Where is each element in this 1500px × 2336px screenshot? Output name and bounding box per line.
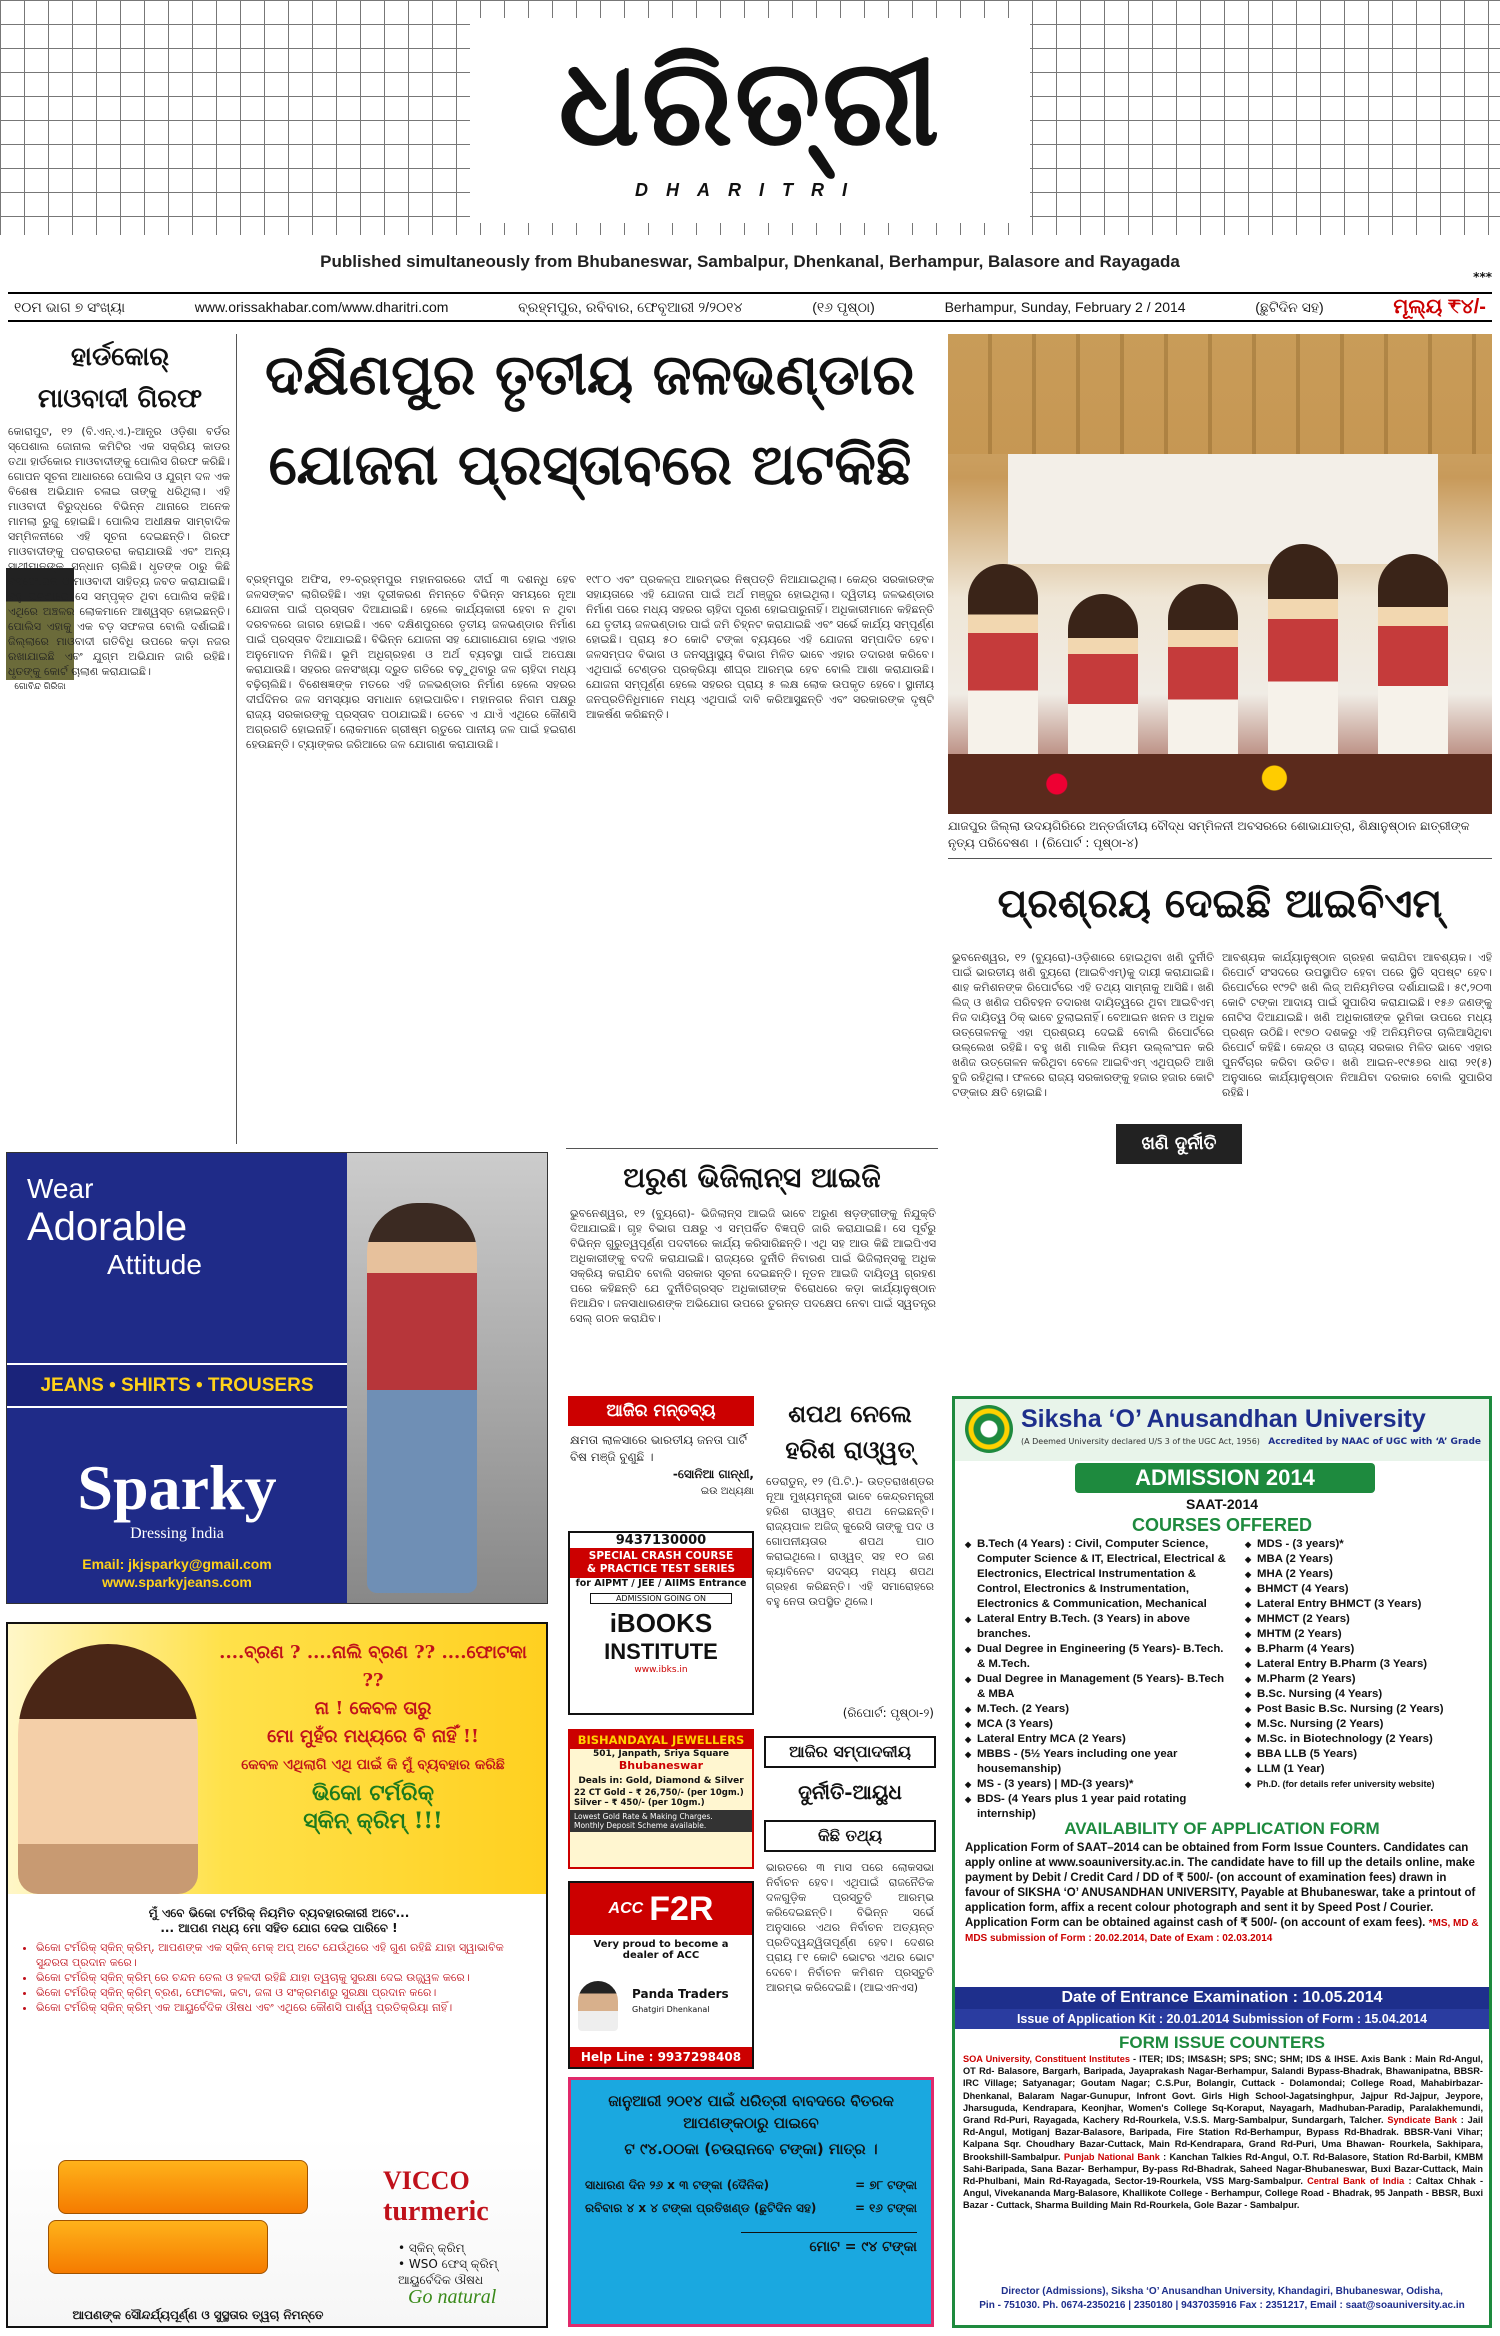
- ibm-story-body-col-2: ଆବଶ୍ୟକ କାର୍ଯ୍ୟାନୁଷ୍ଠାନ ଗ୍ରହଣ କରାଯିବା ଆବଶ୍ୟକ। ଏହି ରିପୋର୍ଟ ସଂସଦରେ ଉପସ୍ଥାପିତ ହେବା ପରେ ସ୍ଥିତି ସ୍ପଷ୍ଟ ହେବ। ରିପୋର୍ଟରେ ୧୯୨ଟି ଖଣି ଲିଜ୍ ଅନିୟମିତତା ଦର୍ଶାଯାଇଛି। ୫୯,୨୦୩ କୋଟି ଟଙ୍କା ଆଦାୟ ପାଇଁ ସୁପାରିସ କରାଯାଇଛି। ୧୫୬ ଜଣଙ୍କୁ ନୋଟିସ ଦିଆଯାଇଛି। ଖଣି ଅଧିକାରୀଙ୍କ ଭୂମିକା ଉପରେ ମଧ୍ୟ ପ୍ରଶ୍ନ ଉଠିଛି। ୧୯୭୦ ଦଶକରୁ ଏହି ଅନିୟମିତତା ଚାଲିଆସିଥିବା ରିପୋର୍ଟ କହିଛି। କେନ୍ଦ୍ର ଓ ରାଜ୍ୟ ସରକାର ମିଳିତ ଭାବେ ଏହାର ପୁନର୍ବିଚାର କରିବା ଉଚିତ। ଖଣି ଆଇନ-୧୯୫୭ର ଧାରା ୨୧(୫) ଅନୁସାରେ କାର୍ଯ୍ୟାନୁଷ୍ଠାନ ନିଆଯିବା ଦରକାର ବୋଲି ସୁପାରିସ ରହିଛି।: [1222, 951, 1492, 1099]
- sparky-logo: Sparky: [77, 1452, 277, 1523]
- course-item: ◆ MHMCT (2 Years): [1245, 1612, 1485, 1627]
- ibooks-line-2: & PRACTICE TEST SERIES: [586, 1563, 736, 1575]
- sparky-contact: [7, 1555, 347, 1591]
- logo-odia: ଧରିତ୍ରୀ: [558, 32, 942, 173]
- vicco-points: [22, 1906, 536, 2015]
- vicco-q3: ମୋ ମୁହଁର ମଧ୍ୟରେ ବି ନାହିଁ !!: [267, 1726, 479, 1747]
- tube-image: [58, 2160, 308, 2214]
- english-date: Berhampur, Sunday, February 2 / 2014: [944, 299, 1186, 315]
- ibooks-institute: INSTITUTE: [604, 1639, 718, 1664]
- ibooks-line-1: SPECIAL CRASH COURSE: [588, 1550, 734, 1562]
- course-item: ◆ BDS- (4 Years plus 1 year paid rotating internship): [965, 1792, 1233, 1822]
- left-headline-line-1: ହାର୍ଡକୋର୍: [70, 342, 170, 372]
- ibooks-admission: ADMISSION GOING ON: [590, 1593, 732, 1604]
- vicco-point: • ଭିକୋ ଟର୍ମରିକ୍ ସ୍କିନ୍ କ୍ରିମ୍ ଏକ ଆୟୁର୍ବେଦିକ ଔଷଧ ଏବଂ ଏଥିରେ କୌଣସି ପାର୍ଶ୍ୱ ପ୍ରତିକ୍ରିୟା ନାହିଁ।: [36, 2000, 536, 2015]
- jewellers-notes: [570, 1810, 752, 1832]
- row-value: = ୧୬ ଟଙ୍କା: [854, 2201, 917, 2215]
- left-headline-line-2: ମାଓବାଦୀ ଗିରଫ: [37, 384, 203, 414]
- logo-latin: DHARITRI: [635, 180, 865, 200]
- course-item: ◆ M.Tech. (2 Years): [965, 1702, 1233, 1717]
- course-item: ◆ M.Sc. Nursing (2 Years): [1245, 1717, 1485, 1732]
- course-item: ◆ MBA (2 Years): [1245, 1552, 1485, 1567]
- supplement-note: (ଛୁଟିଦିନ ସହ): [1255, 298, 1324, 315]
- issue-number: ୧୦ମ ଭାଗ ୭ ସଂଖ୍ୟା: [14, 298, 126, 315]
- subscription-amount: ଟ ୯୪.୦୦କା (ଚଉରାନବେ ଟଙ୍କା) ମାତ୍ର ।: [624, 2140, 878, 2158]
- ibm-story-body-col-1: ଭୁବନେଶ୍ୱର, ୧୨ (ବ୍ୟୁରୋ)-ଓଡ଼ିଶାରେ ହୋଇଥିବା ଖଣି ଦୁର୍ନୀତି ପାଇଁ ଭାରତୀୟ ଖଣି ବ୍ୟୁରୋ (ଆଇବିଏମ୍)କୁ ଦାୟୀ କରାଯାଇଛି। ଶାହ କମିଶନଙ୍କ ରିପୋର୍ଟରେ ଏହି ତଥ୍ୟ ସାମ୍ନାକୁ ଆସିଛି। ଖଣି ଲିଜ୍ ଓ ଖଣିଜ ପରିବହନ ତଦାରଖ ଦାୟିତ୍ୱରେ ଥିବା ଆଇବିଏମ୍ ନିଜ ଦାୟିତ୍ୱ ଠିକ୍ ଭାବେ ତୁଲାଇନାହିଁ। ବେଆଇନ ଖନନ ଓ ଅଧିକ ଉତ୍ତୋଳନକୁ ଏହା ପ୍ରଶ୍ରୟ ଦେଇଛି ବୋଲି ରିପୋର୍ଟରେ ଉଲ୍ଲେଖ ରହିଛି। ବହୁ ଖଣି ମାଲିକ ନିୟମ ଉଲ୍ଲଂଘନ କରି ଖଣିଜ ଉତ୍ତୋଳନ କରିଥିବା ବେଳେ ଆଇବିଏମ୍ ଏଥିପ୍ରତି ଆଖି ବୁଜି ରହିଥିଲା। ଫଳରେ ରାଜ୍ୟ ସରକାରଙ୍କୁ ହଜାର ହଜାର କୋଟି ଟଙ୍କାର କ୍ଷତି ହୋଇଛି।: [952, 951, 1214, 1099]
- gold-rate: 22 CT Gold – ₹ 26,750/- (per 10gm.): [574, 1788, 744, 1798]
- masthead-logo: [470, 18, 1030, 223]
- rawat-headline: [764, 1396, 936, 1468]
- dance-photo: [948, 334, 1492, 814]
- course-item: ◆ B.Sc. Nursing (4 Years): [1245, 1687, 1485, 1702]
- soa-availability-heading: AVAILABILITY OF APPLICATION FORM: [1064, 1819, 1380, 1838]
- quote-author-title: ଇଉ ଅଧ୍ୟକ୍ଷା: [700, 1486, 754, 1497]
- quote-text: କ୍ଷମତା ଲାଳସାରେ ଭାରତୀୟ ଜନତା ପାର୍ଟି ବିଷ ମଞ୍ଜି ବୁଣୁଛି ।: [570, 1433, 747, 1464]
- jewellers-rates: [570, 1786, 752, 1810]
- sparky-tagline: Dressing India: [130, 1525, 224, 1542]
- sparky-website[interactable]: www.sparkyjeans.com: [102, 1574, 252, 1590]
- dealer-photo: [578, 1981, 618, 2031]
- price: ମୂଲ୍ୟ ₹୪/-: [1393, 295, 1486, 318]
- lead-headline: [240, 330, 940, 510]
- jewellers-note: Lowest Gold Rate & Making Charges.: [574, 1812, 713, 1821]
- jewellers-deals: Deals in: Gold, Diamond & Silver: [578, 1776, 744, 1786]
- column-rule: [236, 334, 237, 1144]
- left-story-body: କୋରାପୁଟ, ୧୨ (ବି.ଏନ୍.ଏ.)-ଆନ୍ଧ୍ର ଓଡ଼ିଶା ବର୍ଡର ସ୍ପେଶାଲ ଜୋନାଲ କମିଟିର ଏକ ସକ୍ରିୟ କାଡର ତଥା ହାର୍ଡକୋର ମାଓବାଦୀଙ୍କୁ ପୋଲିସ ଗିରଫ କରିଛି। ଗୋପନ ସୂଚନା ଆଧାରରେ ପୋଲିସ ଓ ଯୁଗ୍ମ ଦଳ ଏକ ବିଶେଷ ଅଭିଯାନ ଚଳାଇ ତାଙ୍କୁ ଧରିଥିଲା। ଏହି ମାଓବାଦୀ ବିରୁଦ୍ଧରେ ବିଭିନ୍ନ ଥାନାରେ ଅନେକ ମାମଲା ରୁଜୁ ହୋଇଛି। ପୋଲିସ ଅଧୀକ୍ଷକ ସାମ୍ବାଦିକ ସମ୍ମିଳନୀରେ ଏହି ସୂଚନା ଦେଇଛନ୍ତି। ଗିରଫ ମାଓବାଦୀଙ୍କୁ ପଚରାଉଚରା କରାଯାଉଛି ଏବଂ ଅନ୍ୟ ସାଥୀମାନଙ୍କ ସନ୍ଧାନ ଚାଲିଛି। ଧୃତଙ୍କ ଠାରୁ କିଛି ବିସ୍ଫୋରକ ଓ ମାଓବାଦୀ ସାହିତ୍ୟ ଜବତ କରାଯାଇଛି। ବହୁ ଘଟଣାରେ ସେ ସମ୍ପୃକ୍ତ ଥିବା ପୋଲିସ କହିଛି। ଏଥିରେ ଅଞ୍ଚଳର ଲୋକମାନେ ଆଶ୍ୱସ୍ତ ହୋଇଛନ୍ତି। ପୋଲିସ ଏହାକୁ ଏକ ବଡ଼ ସଫଳତା ବୋଲି ଦର୍ଶାଇଛି। ଜିଲ୍ଲାରେ ମାଓବାଦୀ ଗତିବିଧି ଉପରେ କଡ଼ା ନଜର ରଖାଯାଇଛି ଏବଂ ଯୁଗ୍ମ ଅଭିଯାନ ଜାରି ରହିଛି। ଧୃତଙ୍କୁ କୋର୍ଟ ଚାଲାଣ କରାଯାଇଛି।: [8, 425, 230, 678]
- fact-body: ଭାରତରେ ୩ ମାସ ପରେ ଲୋକସଭା ନିର୍ବାଚନ ହେବ। ଏଥିପାଇଁ ରାଜନୈତିକ ଦଳଗୁଡ଼ିକ ପ୍ରସ୍ତୁତି ଆରମ୍ଭ କରିଦେଇଛନ୍ତି। ବିଭିନ୍ନ ସର୍ଭେ ଅନୁସାରେ ଏଥର ନିର୍ବାଚନ ଅତ୍ୟନ୍ତ ପ୍ରତିଦ୍ୱନ୍ଦ୍ୱିତାପୂର୍ଣ୍ଣ ହେବ। ଦେଶର ପ୍ରାୟ ୮୧ କୋଟି ଭୋଟର ଏଥର ଭୋଟ ଦେବେ। ନିର୍ବାଚନ କମିଶନ ପ୍ରସ୍ତୁତି ଆରମ୍ଭ କରିଦେଇଛି। (ଆଇଏନଏସ): [766, 1861, 934, 1994]
- soa-admission: ADMISSION 2014: [1075, 1463, 1375, 1493]
- subscription-row: [571, 2193, 931, 2216]
- ibooks-web[interactable]: www.ibks.in: [634, 1665, 688, 1675]
- fact-label: କିଛି ତଥ୍ୟ: [764, 1820, 936, 1852]
- vicco-point: • ଭିକୋ ଟର୍ମରିକ୍ ସ୍କିନ୍ କ୍ରିମ୍, ଆପଣଙ୍କ ଏକ ସ୍କିନ୍ ମେକ୍ ଅପ୍ ଅଟେ ଯେଉଁଥିରେ ଏହି ଗୁଣ ରହିଛି ଯାହା ସ୍ୱାଭାବିକ ସୁନ୍ଦରତା ପ୍ରଦାନ କରେ।: [36, 1940, 536, 1970]
- mining-scam-badge: ଖଣି ଦୁର୍ନୀତି: [1116, 1124, 1242, 1164]
- soa-application-text: [965, 1841, 1481, 1946]
- lead-story-body-col-2: ୧୯୮୦ ଏବଂ ପ୍ରକଳ୍ପ ଆରମ୍ଭର ନିଷ୍ପତ୍ତି ନିଆଯାଇଥିଲା। କେନ୍ଦ୍ର ସରକାରଙ୍କ ସହାୟତାରେ ଏହି ଯୋଜନା ପାଇଁ ଅର୍ଥ ମଞ୍ଜୁର ହୋଇଥିଲା। ଦ୍ୱିତୀୟ ଜଳଭଣ୍ଡାର ନିର୍ମାଣ ପରେ ମଧ୍ୟ ସହରର ଚାହିଦା ପୂରଣ ହୋଇପାରୁନାହିଁ। ଅଧିକାରୀମାନେ କହିଛନ୍ତି ଯେ ତୃତୀୟ ଜଳଭଣ୍ଡାର ପାଇଁ ଜମି ଚିହ୍ନଟ କରାଯାଇଛି ଏବଂ ସର୍ଭେ କାର୍ଯ୍ୟ ସମ୍ପୂର୍ଣ୍ଣ ହୋଇଛି। ପ୍ରାୟ ୫୦ କୋଟି ଟଙ୍କା ବ୍ୟୟରେ ଏହି ଯୋଜନା ସମ୍ପାଦିତ ହେବ। ଜଳସମ୍ପଦ ବିଭାଗ ଓ ଜନସ୍ୱାସ୍ଥ୍ୟ ବିଭାଗ ମିଳିତ ଭାବେ ଏହାର ତଦାରଖ କରିବେ। ଏଥିପାଇଁ ଟେଣ୍ଡର ପ୍ରକ୍ରିୟା ଶୀଘ୍ର ଆରମ୍ଭ ହେବ ବୋଲି ଆଶା କରାଯାଉଛି। ଯୋଜନା ସମ୍ପୂର୍ଣ୍ଣ ହେଲେ ସହରର ପ୍ରାୟ ୫ ଲକ୍ଷ ଲୋକ ଉପକୃତ ହେବେ। ସ୍ଥାନୀୟ ଜନପ୍ରତିନିଧିମାନେ ମଧ୍ୟ ଏଥିପାଇଁ ଦାବି କରିଆସୁଛନ୍ତି ଏବଂ ସରକାରଙ୍କ ଦୃଷ୍ଟି ଆକର୍ଷଣ କରିଛନ୍ତି।: [586, 573, 934, 721]
- soa-footer-line[interactable]: Pin - 751030. Ph. 0674-2350216 | 2350180 | 9437035916 Fax : 2351217, Email : saat@soauniversity.ac.in: [979, 2300, 1465, 2311]
- course-item: ◆ Post Basic B.Sc. Nursing (2 Years): [1245, 1702, 1485, 1717]
- soa-naac: Accredited by NAAC of UGC with ‘A’ Grade: [1268, 1437, 1481, 1447]
- tube-image: [48, 2220, 268, 2274]
- acc-product: F2R: [649, 1889, 714, 1928]
- lead-story-body-col-1: ବ୍ରହ୍ମପୁର ଅଫିସ, ୧୨-ବ୍ରହ୍ମପୁର ମହାନଗରରେ ଦୀର୍ଘ ୩ ଦଶନ୍ଧି ହେବ ଜଳସଙ୍କଟ ଲାଗିରହିଛି। ଏହା ଦୂରୀକରଣ ନିମନ୍ତେ ବିଭିନ୍ନ ସମୟରେ ନୂଆ ଯୋଜନା ପାଇଁ ପ୍ରସ୍ତାବ ଦିଆଯାଇଛି। ହେଲେ କାର୍ଯ୍ୟକାରୀ ହେବା ନ ଥିବା ଦରବଳରେ ଜାଗର ହୋଇଛି। ଏବେ ଦକ୍ଷିଣପୁରରେ ତୃତୀୟ ଜଳଭଣ୍ଡାର ନିର୍ମାଣ ପାଇଁ ପ୍ରସ୍ତାବ ଦିଆଯାଇଛି। ବିଭିନ୍ନ ଯୋଜନା ସହ ଯୋଗାଯୋଗ ହୋଇ ଏହାର ଅନୁମୋଦନ ମିଳିଛି। ଭୂମି ଅଧିଗ୍ରହଣ ଓ ଅର୍ଥ ବ୍ୟବସ୍ଥା ପାଇଁ ଅପେକ୍ଷା କରାଯାଉଛି। ସହରର ଜନସଂଖ୍ୟା ଦ୍ରୁତ ଗତିରେ ବଢ଼ୁଥିବାରୁ ଜଳ ଚାହିଦା ମଧ୍ୟ ବଢ଼ିଚାଲିଛି। ବିଶେଷଜ୍ଞଙ୍କ ମତରେ ଏହି ଜଳଭଣ୍ଡାର ନିର୍ମାଣ ହେଲେ ସହରର ଦୀର୍ଘଦିନର ଜଳ ସମସ୍ୟାର ସମାଧାନ ହୋଇପାରିବ। ମହାନଗର ନିଗମ ପକ୍ଷରୁ ରାଜ୍ୟ ସରକାରଙ୍କୁ ପ୍ରସ୍ତାବ ପଠାଯାଇଛି। ତେବେ ଏ ଯାଏଁ ଏଥିରେ କୌଣସି ଅଗ୍ରଗତି ହୋଇନାହିଁ। ଲୋକମାନେ ଗ୍ରୀଷ୍ମ ଋତୁରେ ପାନୀୟ ଜଳ ପାଇଁ ହଇରାଣ ହେଉଛନ୍ତି। ଟ୍ୟାଙ୍କର ଜରିଆରେ ଜଳ ଯୋଗାଣ କରାଯାଉଛି।: [246, 573, 576, 751]
- acc-logo: ACC: [608, 1900, 644, 1917]
- soa-form-issue-heading: FORM ISSUE COUNTERS: [1119, 2033, 1325, 2052]
- course-item: ◆ MHA (2 Years): [1245, 1567, 1485, 1582]
- ad-adorable: Adorable: [27, 1205, 188, 1249]
- subscription-row: [571, 2158, 931, 2193]
- soa-counters: [963, 2053, 1483, 2212]
- application-text: Application Form of SAAT–2014 can be obtained from Form Issue Counters. Candidates can apply online at www.soauniversity.ac.in. The candidate have to fill up the details online, make payment by Debit / Credit Card / DD of ₹ 500/- (on account of examination fees) drawn in favour of SIKSHA ‘O’ ANUSANDHAN UNIVERSITY, Payable at Bhubaneswar, take a printout of application form, affix a recent colour photograph and sent it by Speed Post / Courier. Application Form can be obtained against cash of ₹ 500/- (on account of exam fees).: [965, 1842, 1476, 1929]
- soa-subtitle: [1021, 1437, 1481, 1447]
- soa-issue-dates: Issue of Application Kit : 20.01.2014 Submission of Form : 15.04.2014: [955, 2009, 1489, 2029]
- row-label: ସାଧାରଣ ଦିନ ୨୬ x ୩ ଟଙ୍କା (ଦୈନିକ): [585, 2178, 770, 2192]
- vicco-q5: ଭିକୋ ଟର୍ମରିକ୍: [312, 1780, 434, 1806]
- acc-ad[interactable]: [568, 1881, 754, 2069]
- website-link[interactable]: www.orissakhabar.com/www.dharitri.com: [194, 299, 449, 315]
- subscription-notice: [568, 2077, 934, 2327]
- odia-date: ବ୍ରହ୍ମପୁର, ରବିବାର, ଫେବୃଆରୀ ୨/୨୦୧୪: [518, 298, 743, 315]
- row-value: = ୭୮ ଟଙ୍କା: [855, 2178, 917, 2192]
- quote-author: -ସୋନିଆ ଗାନ୍ଧୀ,: [672, 1467, 754, 1481]
- counter-list: : Jail Rd-Angul, Motiganj Bazar-Balasore, Baripada, Fire Station Rd-Berhampur, Bypass Rd-Bhadrak. BBSR-Vani Vihar; Kalpana Sqr. Choudhary Bazar-Cuttack, Main Rd-Kendrapara, Grand Rd-Puri, Uma Bhawan- Rourkela, Sakhipara, Brookshill-Sambalpur.: [963, 2115, 1483, 2162]
- left-story-headline: [10, 336, 230, 420]
- counter-group: Central Bank of India: [1307, 2176, 1405, 2187]
- course-item: ◆ MBBS - (5½ Years including one year housemanship): [965, 1747, 1233, 1777]
- rawat-story-body: ଡେରାଡୁନ୍, ୧୨ (ପି.ଟି.)- ଉତ୍ତରାଖଣ୍ଡର ନୂଆ ମୁଖ୍ୟମନ୍ତ୍ରୀ ଭାବେ କେନ୍ଦ୍ରମନ୍ତ୍ରୀ ହରିଶ ରାଓ୍ୱତ୍ ଶପଥ ନେଇଛନ୍ତି। ରାଜ୍ୟପାଳ ଅଜିଜ୍ କୁରେସି ତାଙ୍କୁ ପଦ ଓ ଗୋପନୀୟତାର ଶପଥ ପାଠ କରାଇଥିଲେ। ରାଓ୍ୱତ୍ ସହ ୧୦ ଜଣ କ୍ୟାବିନେଟ ସଦସ୍ୟ ମଧ୍ୟ ଶପଥ ଗ୍ରହଣ କରିଛନ୍ତି। ଏହି ସମାରୋହରେ ବହୁ ନେତା ଉପସ୍ଥିତ ଥିଲେ।: [766, 1475, 934, 1608]
- vicco-q1: ....ବ୍ରଣ ? ....ନାଲି ବ୍ରଣ ?? ....ଫୋଟକା ??: [219, 1642, 527, 1691]
- ad-attitude: Attitude: [107, 1249, 202, 1280]
- counter-list: : Caltax Chhak - Angul, Vivekananda Marg-Balasore, Khallikote College - Berhampur, College Road - Bhadrak, 95 Janpath - BBSR, Buxi Bazar - Cuttack, Sharma Building Main Rd-Rourkela, Gole Bazar - Sambalpur.: [963, 2176, 1484, 2211]
- course-item: ◆ Lateral Entry B.Tech. (3 Years) in above branches.: [965, 1612, 1233, 1642]
- soa-footer-line: Director (Admissions), Siksha ‘O’ Anusandhan University, Khandagiri, Bhubaneswar, Odisha,: [1001, 2286, 1443, 2297]
- soa-courses-right: [1245, 1537, 1485, 1792]
- maoist-photo-caption: ଗୋବିନ୍ଦ ଗିରିଜା: [14, 682, 66, 692]
- vicco-ad[interactable]: [6, 1622, 548, 2328]
- row-label: ରବିବାର ୪ x ୪ ଟଙ୍କା ପ୍ରତିଖଣ୍ଡ (ଛୁଟିଦିନ ସହ): [585, 2201, 817, 2215]
- course-item: ◆ MDS - (3 years)*: [1245, 1537, 1485, 1552]
- published-line: Published simultaneously from Bhubaneswar, Sambalpur, Dhenkanal, Berhampur, Balasore and Rayagada: [320, 252, 1180, 271]
- soa-logo-icon: [965, 1405, 1013, 1453]
- ad-wear: Wear: [27, 1173, 94, 1204]
- acc-header: [570, 1883, 752, 1935]
- counter-list: : Kanchan Talkies Rd-Angul, O.T. Rd-Balasore, Station Rd-Barbil, KMBM Sahi-Baripada, Sana Bazar- Berhampur, By-pass Rd-Bhadrak, Saheed Nagar-Bhubaneswar, Buxi Bazar-Cuttack, Main Rd-Phulbani, Main Rd-Rayagada, Sector-19-Rourkela, VSS Marg-Sambalpur.: [963, 2151, 1483, 2187]
- counter-group: SOA University, Constituent Institutes: [963, 2054, 1130, 2064]
- vicco-q4: କେବଳ ଏଥିଲାଗି ଏଥି ପାଇଁ କି ମୁଁ ବ୍ୟବହାର କରିଛି: [241, 1757, 505, 1773]
- arun-story-body: ଭୁବନେଶ୍ୱର, ୧୨ (ବ୍ୟୁରୋ)- ଭିଜିଲାନ୍ସ ଆଇଜି ଭାବେ ଅରୁଣ ଷଡ଼ଙ୍ଗୀଙ୍କୁ ନିଯୁକ୍ତି ଦିଆଯାଇଛି। ଗୃହ ବିଭାଗ ପକ୍ଷରୁ ଏ ସମ୍ପର୍କିତ ବିଜ୍ଞପ୍ତି ଜାରି କରାଯାଇଛି। ସେ ପୂର୍ବରୁ ବିଭିନ୍ନ ଗୁରୁତ୍ୱପୂର୍ଣ୍ଣ ପଦବୀରେ କାର୍ଯ୍ୟ କରିସାରିଛନ୍ତି। ଏଥି ସହ ଆଉ କିଛି ଆଇପିଏସ ଅଧିକାରୀଙ୍କୁ ବଦଳି କରାଯାଇଛି। ରାଜ୍ୟରେ ଦୁର୍ନୀତି ନିବାରଣ ପାଇଁ ଭିଜିଲାନ୍ସକୁ ଅଧିକ ସକ୍ରିୟ କରାଯିବ ବୋଲି ସରକାର ସୂଚନା ଦେଇଛନ୍ତି। ନୂତନ ଆଇଜି ଦାୟିତ୍ୱ ଗ୍ରହଣ ପରେ କହିଛନ୍ତି ଯେ ଦୁର୍ନୀତିଗ୍ରସ୍ତ ଅଧିକାରୀଙ୍କ ବିରୋଧରେ କଡ଼ା କାର୍ଯ୍ୟାନୁଷ୍ଠାନ ନିଆଯିବ। ଜନସାଧାରଣଙ୍କ ଅଭିଯୋଗ ଉପରେ ତୁରନ୍ତ ପଦକ୍ଷେପ ନେବା ପାଇଁ ସ୍ୱତନ୍ତ୍ର ସେଲ୍ ଗଠନ କରାଯିବ।: [570, 1207, 936, 1325]
- dateline: [8, 292, 1492, 322]
- ibooks-line-3: for AIPMT / JEE / AIIMS Entrance: [575, 1578, 747, 1589]
- course-item: ◆ B.Pharm (4 Years): [1245, 1642, 1485, 1657]
- ibooks-phone[interactable]: 9437130000: [615, 1533, 707, 1548]
- jewellers-name: BISHANDAYAL JEWELLERS: [570, 1731, 752, 1749]
- course-item: ◆ LLM (1 Year): [1245, 1762, 1485, 1777]
- rawat-headline-line-2: ହରିଶ ରାଓ୍ୱତ୍: [785, 1435, 915, 1464]
- sparky-ad[interactable]: [6, 1152, 548, 1604]
- vicco-headline: [208, 1639, 538, 1835]
- ibooks-ad[interactable]: [568, 1531, 754, 1715]
- soa-saat: SAAT-2014: [1185, 1496, 1259, 1512]
- soa-deemed: (A Deemed University declared U/S 3 of the UGC Act, 1956): [1021, 1437, 1260, 1446]
- vicco-product: turmeric: [383, 2196, 489, 2227]
- ibooks-course: [570, 1548, 752, 1578]
- rawat-report-ref: (ରିପୋର୍ଟ: ପୃଷ୍ଠା-୨): [842, 1706, 934, 1720]
- ad-products: JEANS • SHIRTS • TROUSERS: [7, 1363, 347, 1408]
- acc-place: Ghatgiri Dhenkanal: [632, 2005, 710, 2014]
- lead-headline-line-1: ଦକ୍ଷିଣପୁର ତୃତୀୟ ଜଳଭଣ୍ଡାର: [265, 342, 915, 408]
- subscription-title: ଜାନୁଆରୀ ୨୦୧୪ ପାଇଁ ଧରିତ୍ରୀ ବାବଦରେ ବିତରକ ଆପଣଙ୍କଠାରୁ ପାଇବେ: [608, 2092, 894, 2132]
- application-note: *MS, MD & MDS submission of Form : 20.02.2014, Date of Exam : 02.03.2014: [965, 1918, 1479, 1944]
- course-item: ◆ M.Sc. in Biotechnology (2 Years): [1245, 1732, 1485, 1747]
- course-item: ◆ M.Pharm (2 Years): [1245, 1672, 1485, 1687]
- soa-title: Siksha ‘O’ Anusandhan University: [1021, 1405, 1426, 1433]
- course-item: ◆ Dual Degree in Engineering (5 Years)- B.Tech. & M.Tech.: [965, 1642, 1233, 1672]
- course-item: ◆ MS - (3 years) | MD-(3 years)*: [965, 1777, 1233, 1792]
- rule: [566, 1148, 938, 1149]
- vicco-q2: ନା ! କେବଳ ତାରୁ: [314, 1698, 432, 1719]
- vicco-intro: ମୁଁ ଏବେ ଭିକୋ ଟର୍ମରିକ୍ ନିୟମିତ ବ୍ୟବହାରକାରୀ ଅଟେ...: [148, 1906, 410, 1920]
- counter-group: Punjab National Bank: [1063, 2151, 1160, 2162]
- editorial-title[interactable]: ଦୁର୍ନୀତି-ଆୟୁଧ: [798, 1780, 902, 1804]
- acc-line: Very proud to become a dealer of ACC: [593, 1939, 729, 1961]
- rule: [948, 858, 1492, 859]
- jewellers-ad[interactable]: [568, 1729, 754, 1869]
- vicco-brand: VICCO: [383, 2166, 470, 2195]
- model-photo: [367, 1203, 477, 1593]
- vicco-bullets: [398, 2240, 498, 2288]
- jewellers-address: 501, Janpath, Sriya Square: [593, 1749, 729, 1759]
- ibooks-logo: iBOOKS: [609, 1608, 713, 1638]
- course-item: ◆ MHTM (2 Years): [1245, 1627, 1485, 1642]
- soa-exam-date: Date of Entrance Examination : 10.05.2014: [955, 1987, 1489, 2009]
- quote-box: [570, 1432, 754, 1500]
- course-item: ◆ BBA LLB (5 Years): [1245, 1747, 1485, 1762]
- course-item: ◆ Lateral Entry B.Pharm (3 Years): [1245, 1657, 1485, 1672]
- vicco-footer: ଆପଣଙ୍କ ସୌନ୍ଦର୍ଯ୍ୟପୂର୍ଣ୍ଣ ଓ ସୁସ୍ଥତାର ତ୍ୱଚା ନିମନ୍ତେ: [72, 2308, 324, 2322]
- ibm-headline: ପ୍ରଶ୍ରୟ ଦେଇଛି ଆଇବିଏମ୍: [997, 880, 1443, 927]
- course-item: ◆ MCA (3 Years): [965, 1717, 1233, 1732]
- course-item: ◆ Ph.D. (for details refer university website): [1245, 1777, 1485, 1792]
- vicco-point: • ଭିକୋ ଟର୍ମରିକ୍ ସ୍କିନ୍ କ୍ରିମ୍ ବ୍ରଣ, ଫୋଟକା, କଟା, ଜଳା ଓ ସଂକ୍ରମଣରୁ ସୁରକ୍ଷା ପ୍ରଦାନ କରେ।: [36, 1985, 536, 2000]
- stars: ***: [1473, 270, 1492, 284]
- course-item: ◆ Lateral Entry BHMCT (3 Years): [1245, 1597, 1485, 1612]
- soa-courses-left: [965, 1537, 1233, 1822]
- jewellers-city: Bhubaneswar: [618, 1759, 704, 1772]
- vicco-q6: ସ୍କିନ୍ କ୍ରିମ୍ !!!: [303, 1808, 443, 1834]
- page-count: (୧୬ ପୃଷ୍ଠା): [812, 298, 875, 315]
- model-photo: [18, 1644, 198, 1894]
- photo-caption: ଯାଜପୁର ଜିଲ୍ଲା ଉଦୟଗିରିରେ ଅନ୍ତର୍ଜାତୀୟ ବୌଦ୍ଧ ସମ୍ମିଳନୀ ଅବସରରେ ଶୋଭାଯାତ୍ରା, ଶିକ୍ଷାନୁଷ୍ଠାନ ଛାତ୍ରୀଙ୍କ ନୃତ୍ୟ ପରିବେଷଣ । (ରିପୋର୍ଟ : ପୃଷ୍ଠା-୪): [948, 819, 1470, 850]
- rawat-headline-line-1: ଶପଥ ନେଲେ: [788, 1399, 912, 1428]
- vicco-bullet: • ସ୍କିନ୍ କ୍ରିମ୍: [398, 2241, 465, 2255]
- vicco-bullet: • WSO ଫେସ୍ କ୍ରିମ୍: [398, 2257, 498, 2271]
- vicco-bullet: ଆୟୁର୍ବେଦିକ ଔଷଧ: [398, 2273, 484, 2287]
- counter-group: Syndicate Bank: [1387, 2115, 1457, 2126]
- sparky-email[interactable]: Email: jkjsparky@gmail.com: [82, 1556, 272, 1572]
- acc-helpline[interactable]: Help Line : 9937298408: [570, 2047, 752, 2067]
- jewellers-note: Monthly Deposit Scheme available.: [574, 1821, 707, 1830]
- acc-dealer: Panda Traders: [632, 1987, 729, 2001]
- silver-rate: Silver – ₹ 450/- (per 10gm.): [574, 1798, 705, 1808]
- vicco-intro-2: ... ଆପଣ ମଧ୍ୟ ମୋ ସହିତ ଯୋଗ ଦେଇ ପାରିବେ !: [160, 1921, 398, 1935]
- arun-headline: ଅରୁଣ ଭିଜିଲାନ୍ସ ଆଇଜି: [623, 1161, 881, 1194]
- subscription-total: ମୋଟ = ୯୪ ଟଙ୍କା: [741, 2232, 917, 2255]
- course-item: ◆ Lateral Entry MCA (2 Years): [965, 1732, 1233, 1747]
- course-item: ◆ BHMCT (4 Years): [1245, 1582, 1485, 1597]
- vicco-point: • ଭିକୋ ଟର୍ମରିକ୍ ସ୍କିନ୍ କ୍ରିମ୍ ରେ ଚନ୍ଦନ ତେଲ ଓ ହଳଦୀ ରହିଛି ଯାହା ତ୍ୱଚାକୁ ସୁରକ୍ଷା ଦେଇ ଉଜ୍ଜ୍ୱଳ କରେ।: [36, 1970, 536, 1985]
- editorial-label: ଆଜିର ସମ୍ପାଦକୀୟ: [764, 1736, 936, 1768]
- soa-university-ad[interactable]: [952, 1396, 1492, 2328]
- soa-footer: [955, 2285, 1489, 2313]
- course-item: ◆ B.Tech (4 Years) : Civil, Computer Science, Computer Science & IT, Electrical, Electrical & Electronics, Electrical Instrumentation & Control, Electronics & Instrumentation, Electronics & Communication, Mechanical: [965, 1537, 1233, 1612]
- go-natural: Go natural: [408, 2286, 497, 2308]
- vicco-logo: [383, 2166, 489, 2228]
- soa-courses-heading: COURSES OFFERED: [1131, 1515, 1313, 1535]
- quote-label: ଆଜିର ମନ୍ତବ୍ୟ: [568, 1396, 754, 1426]
- course-item: ◆ Dual Degree in Management (5 Years)- B.Tech & MBA: [965, 1672, 1233, 1702]
- lead-headline-line-2: ଯୋଜନା ପ୍ରସ୍ତାବରେ ଅଟକିଛି: [268, 432, 912, 498]
- counter-list: - ITER; IDS; IMS&SH; SPS; SNC; SHM; IDS & IHSE. Axis Bank : Main Rd-Angul, OT Rd- Balasore, Bargarh, Baripada, Jayaprakash Nagar-Berhampur, Salandi Bypass-Bhadrak, Bhawanipatna, BBSR-IRC Village; Satyanagar; Goutam Nagar; C.S.Pur, Bolangir, Cuttack - Dolamondai; College Road, Mahabirbazar-Dhenkanal, Balaram Nagar-Gunupur, Infront Govt. Girls High School-Jagatsinghpur, Jajpur Rd-Jajpur, Jeypore, Jharsuguda, Kendrapara, Keonjhar, Women's College Sq-Koraput, Nayagarh, Madhuban-Paradip, Paralakhemundi, Grand Rd-Puri, Rayagada, Kachery Rd-Rourkela, V.S.S. Marg-Sambalpur, Sundargarh, Talcher.: [963, 2054, 1483, 2126]
